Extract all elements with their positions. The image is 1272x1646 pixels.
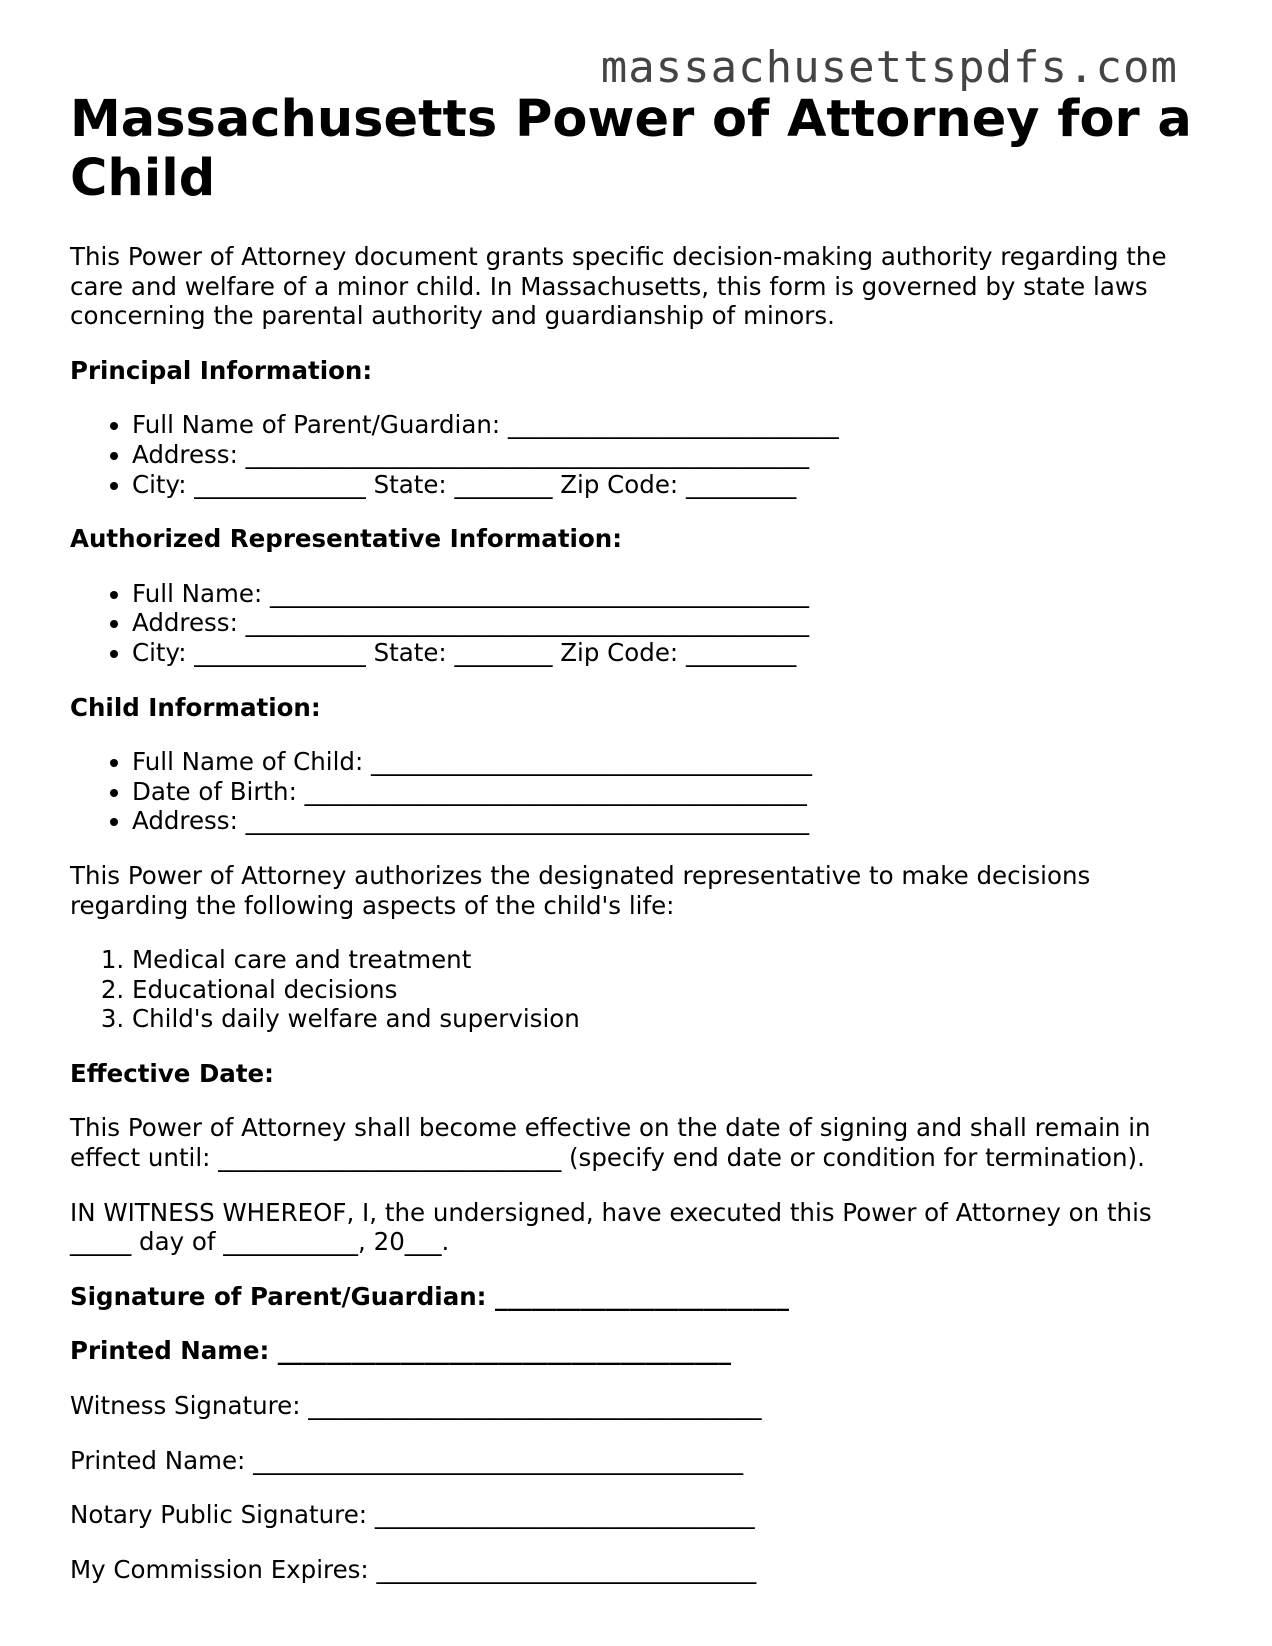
authority-list (70, 945, 1200, 1034)
principal-name-field[interactable]: • Full Name of Parent/Guardian: ___________________________ (132, 410, 1200, 440)
page-title: Massachusetts Power of Attorney for a Child (70, 90, 1192, 208)
child-name-field[interactable]: • Full Name of Child: ____________________________________ (132, 747, 1200, 777)
principal-heading: Principal Information: (70, 355, 373, 385)
witness-printed-name-field[interactable]: Printed Name: ________________________________________ (70, 1445, 744, 1475)
commission-expires-field[interactable]: My Commission Expires: _______________________________ (70, 1554, 757, 1584)
child-address-field[interactable]: • Address: ______________________________________________ (132, 806, 1200, 836)
authority-item-educational: 2. Educational decisions (132, 975, 1200, 1005)
representative-city-state-zip-field[interactable]: • City: ______________ State: ________ Zip Code: _________ (132, 638, 1200, 668)
representative-name-field[interactable]: • Full Name: ____________________________________________ (132, 579, 1200, 609)
document-body (70, 90, 1200, 1609)
effective-heading: Effective Date: (70, 1058, 274, 1088)
principal-address-field[interactable]: • Address: ______________________________________________ (132, 440, 1200, 470)
child-heading: Child Information: (70, 692, 321, 722)
parent-printed-name-field[interactable]: Printed Name: _____________________________________ (70, 1336, 732, 1366)
authority-paragraph: This Power of Attorney authorizes the designated representative to make decisions regarding the following aspects of the child's life: (70, 860, 1091, 920)
watermark: massachusettspdfs.com (600, 42, 1178, 93)
representative-heading: Authorized Representative Information: (70, 524, 623, 554)
witness-whereof-paragraph[interactable]: IN WITNESS WHEREOF, I, the undersigned, have executed this Power of Attorney on this _____ day of ___________, 20___. (70, 1197, 1152, 1257)
parent-signature-field[interactable]: Signature of Parent/Guardian: ________________________ (70, 1281, 789, 1311)
authority-item-welfare: 3. Child's daily welfare and supervision (132, 1004, 1200, 1034)
representative-address-field[interactable]: • Address: ______________________________________________ (132, 608, 1200, 638)
principal-list (70, 410, 1200, 499)
principal-city-state-zip-field[interactable]: • City: ______________ State: ________ Zip Code: _________ (132, 470, 1200, 500)
authority-item-medical: 1. Medical care and treatment (132, 945, 1200, 975)
representative-list (70, 579, 1200, 668)
child-dob-field[interactable]: • Date of Birth: _________________________________________ (132, 777, 1200, 807)
notary-signature-field[interactable]: Notary Public Signature: _______________________________ (70, 1500, 755, 1530)
child-list (70, 747, 1200, 836)
witness-signature-field[interactable]: Witness Signature: _____________________________________ (70, 1391, 762, 1421)
effective-paragraph[interactable]: This Power of Attorney shall become effective on the date of signing and shall remain in effect until: ____________________________ (specify end date or condition for termination). (70, 1113, 1151, 1173)
intro-paragraph: This Power of Attorney document grants specific decision-making authority regarding the care and welfare of a minor child. In Massachusetts, this form is governed by state laws concerning the parental authority and guardianship of minors. (70, 242, 1167, 331)
